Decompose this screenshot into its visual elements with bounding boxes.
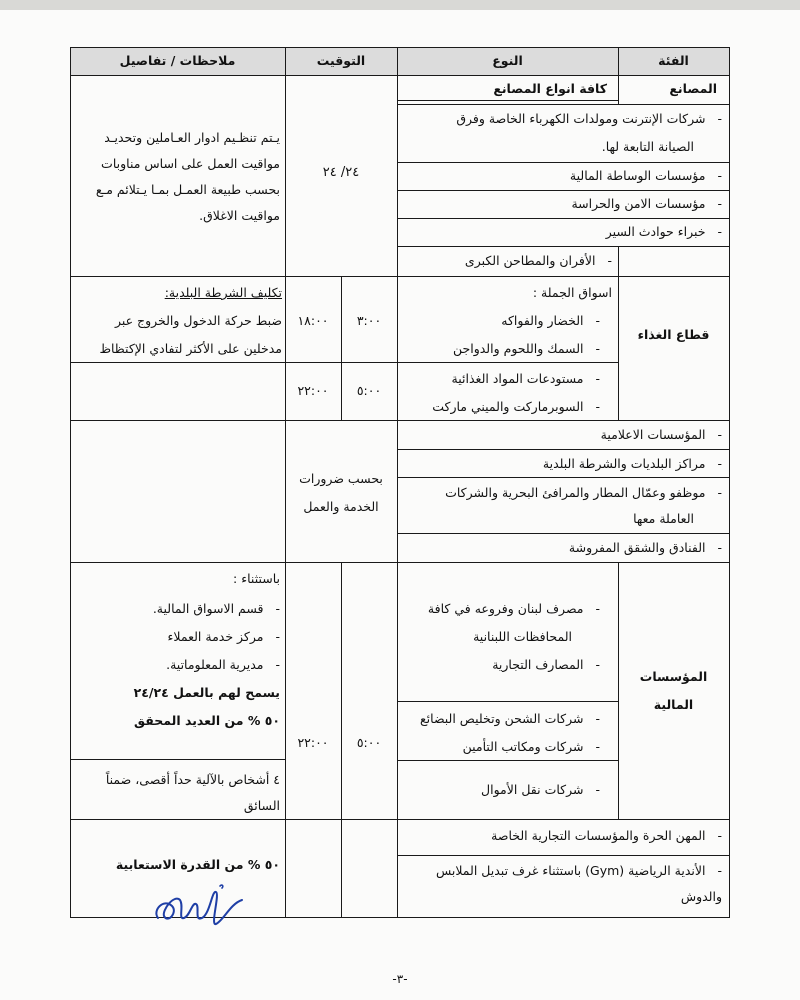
signature — [150, 880, 260, 930]
services-timing-line: الخدمة والعمل — [303, 499, 379, 514]
food-time1-to: ١٨:٠٠ — [297, 313, 329, 328]
factories-timing: ٢٤/ ٢٤ — [322, 165, 360, 180]
list-item: -الفنادق والشقق المفروشة — [568, 540, 722, 555]
list-item: -خبراء حوادث السير — [605, 224, 722, 239]
section-border — [70, 562, 730, 563]
capacity-note: ٥٠ % من القدرة الاستعابية — [115, 857, 280, 872]
header-type: النوع — [492, 53, 523, 68]
police-line: ضبط حركة الدخول والخروج عبر — [114, 313, 282, 328]
allowed-note: يسمح لهم بالعمل ٢٤/٢٤ — [133, 685, 280, 700]
factories-note-line: يـتم تنظـيم ادوار العـاملين وتحديـد — [104, 130, 280, 145]
timing-column-border — [397, 47, 398, 918]
table-right-border — [729, 47, 730, 918]
list-item-continuation: والدوش — [680, 889, 722, 904]
list-item: -المهن الحرة والمؤسسات التجارية الخاصة — [491, 828, 722, 843]
police-line: مدخلين على الأكثر لتفادي الإكتظاظ — [99, 341, 282, 356]
factories-note-line: مواقيت الاغلاق. — [199, 208, 280, 223]
list-item: -موظفو وعمّال المطار والمرافئ البحرية والشركات — [445, 485, 722, 500]
list-item: -الخضار والفواكه — [501, 313, 600, 328]
list-item-continuation: المحافظات اللبنانية — [473, 629, 572, 644]
header-category: الفئة — [658, 53, 689, 68]
list-item: -مديرية المعلوماتية. — [166, 657, 280, 672]
factories-type: كافة انواع المصانع — [493, 81, 607, 96]
table-left-border — [70, 47, 71, 918]
food-time1-from: ٣:٠٠ — [356, 313, 382, 328]
list-item: -شركات نقل الأموال — [481, 782, 600, 797]
financial-time-to: ٢٢:٠٠ — [297, 735, 329, 750]
financial-time-from: ٥:٠٠ — [356, 735, 382, 750]
header-bottom-border — [70, 75, 730, 76]
factories-category: المصانع — [669, 81, 717, 96]
list-item: -الأفران والمطاحن الكبرى — [464, 253, 612, 268]
list-item-continuation: الصيانة التابعة لها. — [601, 139, 694, 154]
list-item: -مصرف لبنان وفروعه في كافة — [427, 601, 600, 616]
list-item: -مراكز البلديات والشرطة البلدية — [542, 456, 722, 471]
scan-edge — [0, 0, 800, 10]
list-item: -السمك واللحوم والدواجن — [452, 341, 600, 356]
list-item: -شركات الشحن وتخليص البضائع — [420, 711, 600, 726]
section-border — [70, 276, 730, 277]
financial-category-line: المؤسسات — [639, 669, 708, 684]
header-timing: التوقيت — [316, 53, 366, 68]
wholesale-title: اسواق الجملة : — [532, 285, 612, 300]
money-note-line: السائق — [243, 798, 280, 813]
list-item: -مركز خدمة العملاء — [167, 629, 280, 644]
list-item: -مؤسسات الوساطة المالية — [569, 168, 722, 183]
list-item-continuation: العاملة معها — [633, 511, 694, 526]
list-item: -شركات الإنترنت ومولدات الكهرباء الخاصة وفرق — [456, 111, 722, 126]
food-time2-from: ٥:٠٠ — [356, 383, 382, 398]
section-border — [70, 819, 730, 820]
list-item: -السوبرماركت والميني ماركت — [432, 399, 600, 414]
except-title: باستثناء : — [233, 571, 280, 586]
police-title: تكليف الشرطة البلدية: — [164, 285, 282, 300]
factories-note-line: مواقيت العمل على اساس مناوبات — [101, 156, 280, 171]
list-item: -قسم الاسواق المالية. — [152, 601, 280, 616]
list-item: -شركات ومكاتب التأمين — [462, 739, 600, 754]
percent-note: ٥٠ % من العديد المحقق — [134, 713, 280, 728]
food-category: قطاع الغذاء — [637, 327, 710, 342]
services-timing-line: بحسب ضرورات — [299, 471, 383, 486]
list-item: -المصارف التجارية — [492, 657, 600, 672]
list-item: -الأندية الرياضية (Gym) باستثناء غرف تبديل الملابس — [435, 863, 722, 878]
factories-note-line: بحسب طبيعة العمـل بمـا يـتلائم مـع — [95, 182, 280, 197]
section-border — [70, 420, 730, 421]
header-notes: ملاحظات / تفاصيل — [119, 53, 236, 68]
food-time2-to: ٢٢:٠٠ — [297, 383, 329, 398]
money-note-line: ٤ أشخاص بالآلية حداً أقصى، ضمناً — [105, 772, 280, 787]
page-number: -٣- — [392, 972, 408, 986]
list-item: -مستودعات المواد الغذائية — [451, 371, 600, 386]
financial-category-line: المالية — [653, 697, 694, 712]
list-item: -المؤسسات الاعلامية — [600, 427, 722, 442]
list-item: -مؤسسات الامن والحراسة — [571, 196, 722, 211]
